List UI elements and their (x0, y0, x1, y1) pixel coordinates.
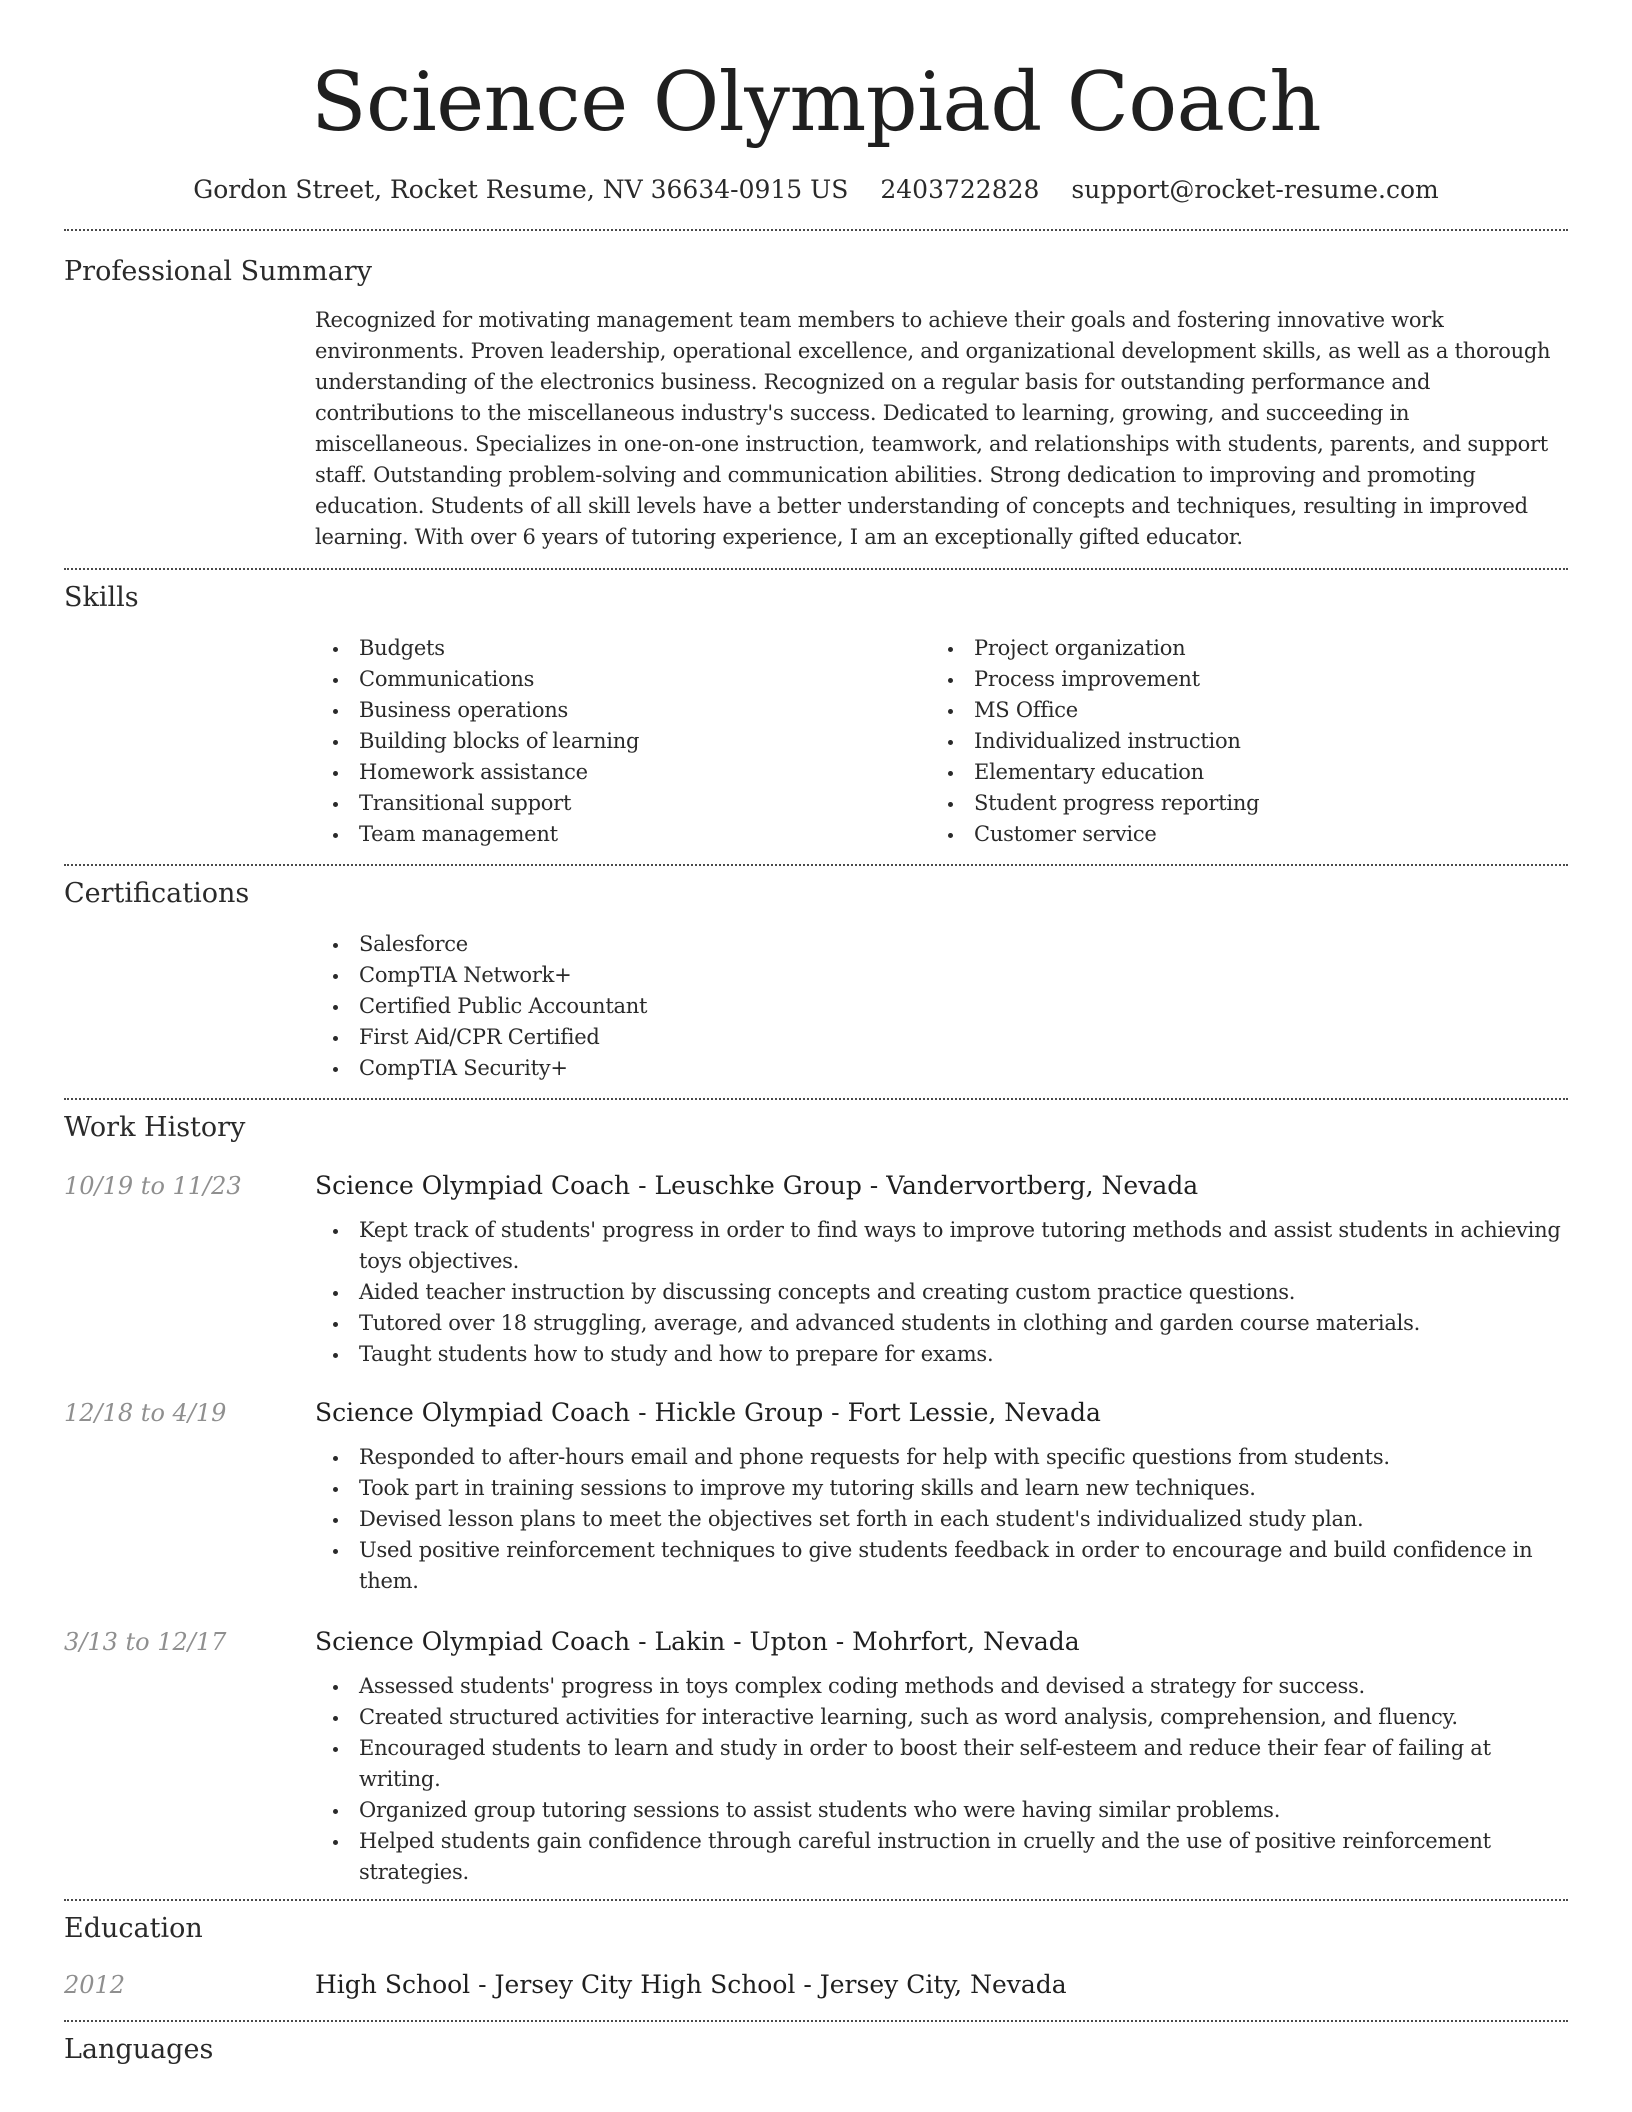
skill-item: Individualized instruction (930, 726, 1545, 757)
job-bullet: Encouraged students to learn and study in order to boost their self-esteem and reduce their fear of failing at writing. (315, 1733, 1568, 1795)
work-history-list (64, 1166, 1568, 1888)
education-section (64, 1901, 1568, 2005)
education-title: High School - Jersey City High School - Jersey City, Nevada (315, 1970, 1067, 1999)
job-title: Science Olympiad Coach - Leuschke Group - Vandervortberg, Nevada (315, 1171, 1199, 1200)
job-bullet: Assessed students' progress in toys complex coding methods and devised a strategy for success. (315, 1671, 1568, 1702)
skill-item: Budgets (315, 633, 930, 664)
languages-section (64, 2022, 1568, 2070)
contact-phone: 2403722828 (880, 175, 1040, 204)
work-history-section (64, 1100, 1568, 1888)
skills-section (64, 570, 1568, 850)
certification-item: Salesforce (315, 929, 1568, 960)
job-title: Science Olympiad Coach - Lakin - Upton - Mohrfort, Nevada (315, 1627, 1080, 1656)
job-bullet: Helped students gain confidence through careful instruction in cruelly and the use of positive reinforcement strategies. (315, 1826, 1568, 1888)
skill-item: Elementary education (930, 757, 1545, 788)
skill-item: Customer service (930, 819, 1545, 850)
job-date: 3/13 to 12/17 (64, 1628, 227, 1656)
skill-item: Business operations (315, 695, 930, 726)
skill-item: Transitional support (315, 788, 930, 819)
certification-item: First Aid/CPR Certified (315, 1022, 1568, 1053)
job-title: Science Olympiad Coach - Hickle Group - Fort Lessie, Nevada (315, 1398, 1101, 1427)
job-bullet: Taught students how to study and how to prepare for exams. (315, 1339, 1568, 1370)
work-history-heading: Work History (64, 1112, 246, 1143)
skill-item: Communications (315, 664, 930, 695)
contact-address: Gordon Street, Rocket Resume, NV 36634-0915 US (193, 175, 849, 204)
summary-heading: Professional Summary (64, 256, 372, 287)
certifications-section (64, 866, 1568, 1084)
education-heading: Education (64, 1913, 203, 1944)
job-bullet: Organized group tutoring sessions to assist students who were having similar problems. (315, 1795, 1568, 1826)
job-bullet: Responded to after-hours email and phone requests for help with specific questions from students. (315, 1442, 1568, 1473)
languages-heading: Languages (64, 2034, 214, 2065)
skill-item: Project organization (930, 633, 1545, 664)
certification-item: CompTIA Network+ (315, 960, 1568, 991)
job-bullet: Created structured activities for interactive learning, such as word analysis, comprehension, and fluency. (315, 1702, 1568, 1733)
skill-item: Process improvement (930, 664, 1545, 695)
candidate-name: Science Olympiad Coach (310, 56, 1321, 150)
certifications-heading: Certifications (64, 878, 250, 909)
job-entry (64, 1166, 1568, 1370)
resume-header (64, 0, 1568, 210)
skill-item: MS Office (930, 695, 1545, 726)
job-date: 10/19 to 11/23 (64, 1172, 242, 1200)
job-bullets (315, 1215, 1568, 1370)
skills-column-right (930, 633, 1545, 850)
job-bullet: Devised lesson plans to meet the objectives set forth in each student's individualized study plan. (315, 1504, 1568, 1535)
contact-email: support@rocket-resume.com (1071, 175, 1439, 204)
job-bullet: Aided teacher instruction by discussing concepts and creating custom practice questions. (315, 1277, 1568, 1308)
skills-heading: Skills (64, 582, 139, 613)
education-entry (64, 1965, 1568, 2005)
summary-text: Recognized for motivating management team members to achieve their goals and fostering innovative work environments. Proven leadership, operational excellence, and organizational development skills, as well as a thorough understanding of the electronics business. Recognized on a regular basis for outstanding performance and contributions to the miscellaneous industry's success. Dedicated to learning, growing, and succeeding in miscellaneous. Specializes in one-on-one instruction, teamwork, and relationships with students, parents, and support staff. Outstanding problem-solving and communication abilities. Strong dedication to improving and promoting education. Students of all skill levels have a better understanding of concepts and techniques, resulting in improved learning. With over 6 years of tutoring experience, I am an exceptionally gifted educator. (315, 308, 1551, 549)
job-entry (64, 1393, 1568, 1597)
contact-line (64, 170, 1568, 210)
job-bullet: Used positive reinforcement techniques to give students feedback in order to encourage and build confidence in them. (315, 1535, 1568, 1597)
resume-page (64, 0, 1568, 2070)
certification-item: Certified Public Accountant (315, 991, 1568, 1022)
certification-item: CompTIA Security+ (315, 1053, 1568, 1084)
skill-item: Homework assistance (315, 757, 930, 788)
job-bullet: Tutored over 18 struggling, average, and advanced students in clothing and garden course materials. (315, 1308, 1568, 1339)
job-bullets (315, 1442, 1568, 1597)
job-bullet: Kept track of students' progress in order to find ways to improve tutoring methods and assist students in achieving toys objectives. (315, 1215, 1568, 1277)
certifications-list (315, 929, 1568, 1084)
skill-item: Student progress reporting (930, 788, 1545, 819)
skill-item: Building blocks of learning (315, 726, 930, 757)
job-date: 12/18 to 4/19 (64, 1399, 227, 1427)
job-bullets (315, 1671, 1568, 1888)
summary-section (64, 231, 1568, 553)
skills-column-left (315, 633, 930, 850)
job-entry (64, 1622, 1568, 1888)
job-bullet: Took part in training sessions to improve my tutoring skills and learn new techniques. (315, 1473, 1568, 1504)
skills-list (315, 633, 1568, 850)
skill-item: Team management (315, 819, 930, 850)
education-date: 2012 (64, 1971, 126, 1999)
